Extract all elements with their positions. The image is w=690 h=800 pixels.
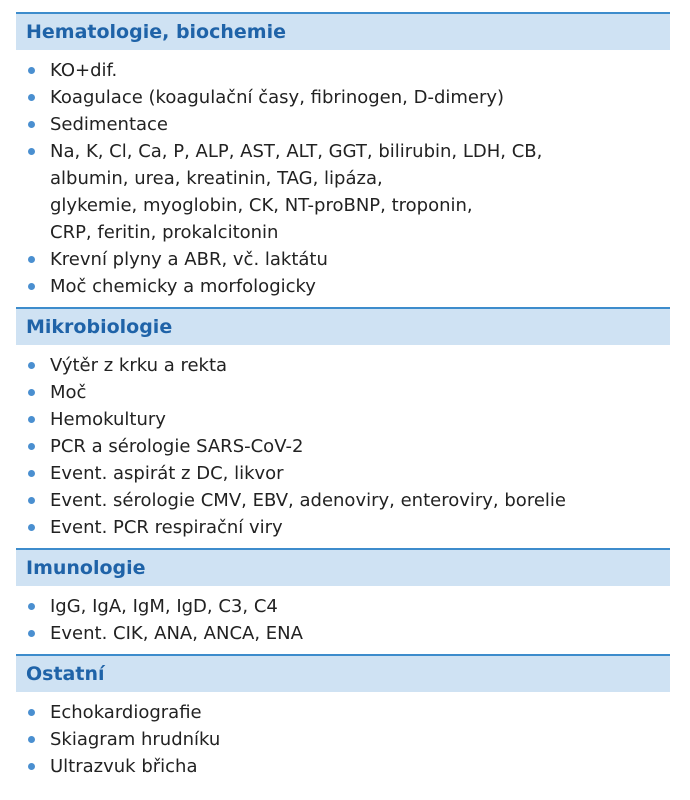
list-item-text: glykemie, myoglobin, CK, NT-proBNP, troponin, <box>50 195 473 216</box>
section-hematology-biochemistry <box>16 12 670 307</box>
list-item <box>16 487 670 514</box>
list-item <box>16 514 670 541</box>
list-item-text: albumin, urea, kreatinin, TAG, lipáza, <box>50 168 383 189</box>
bullet-icon <box>28 148 35 155</box>
bullet-icon <box>28 416 35 423</box>
bullet-icon <box>28 256 35 263</box>
list-item <box>16 352 670 379</box>
list-item-text: Event. CIK, ANA, ANCA, ENA <box>50 623 303 644</box>
list-item-text: Moč chemicky a morfologicky <box>50 276 316 297</box>
investigations-table <box>16 12 670 787</box>
list-item-text: Hemokultury <box>50 409 166 430</box>
list-item-text: Event. PCR respirační viry <box>50 517 283 538</box>
section-list <box>16 586 670 654</box>
list-item-text: PCR a sérologie SARS-CoV-2 <box>50 436 304 457</box>
list-item <box>16 138 670 246</box>
list-item <box>16 726 670 753</box>
list-item-text: KO+dif. <box>50 60 118 81</box>
bullet-icon <box>28 736 35 743</box>
list-item <box>16 620 670 647</box>
list-item-text: Krevní plyny a ABR, vč. laktátu <box>50 249 328 270</box>
bullet-icon <box>28 630 35 637</box>
bullet-icon <box>28 524 35 531</box>
list-item-text: Moč <box>50 382 87 403</box>
section-list <box>16 345 670 548</box>
list-item-text: Na, K, Cl, Ca, P, ALP, AST, ALT, GGT, bilirubin, LDH, CB, <box>50 141 543 162</box>
list-item-text: Skiagram hrudníku <box>50 729 221 750</box>
section-heading: Ostatní <box>16 656 670 692</box>
list-item-text: Ultrazvuk břicha <box>50 756 198 777</box>
list-item-text: CRP, feritin, prokalcitonin <box>50 222 279 243</box>
bullet-icon <box>28 94 35 101</box>
list-item <box>16 273 670 300</box>
list-item <box>16 433 670 460</box>
list-item-text: Event. sérologie CMV, EBV, adenoviry, enteroviry, borelie <box>50 490 566 511</box>
list-item <box>16 379 670 406</box>
bullet-icon <box>28 283 35 290</box>
list-item-text: Event. aspirát z DC, likvor <box>50 463 284 484</box>
bullet-icon <box>28 121 35 128</box>
list-item <box>16 753 670 780</box>
bullet-icon <box>28 67 35 74</box>
bullet-icon <box>28 763 35 770</box>
section-heading: Hematologie, biochemie <box>16 14 670 50</box>
bullet-icon <box>28 709 35 716</box>
section-list <box>16 50 670 307</box>
section-heading: Imunologie <box>16 550 670 586</box>
bullet-icon <box>28 362 35 369</box>
bullet-icon <box>28 497 35 504</box>
list-item <box>16 84 670 111</box>
list-item-text: Výtěr z krku a rekta <box>50 355 228 376</box>
section-immunology <box>16 548 670 654</box>
list-item <box>16 699 670 726</box>
bullet-icon <box>28 603 35 610</box>
list-item <box>16 246 670 273</box>
section-list <box>16 692 670 787</box>
list-item-text: Koagulace (koagulační časy, fibrinogen, D-dimery) <box>50 87 505 108</box>
section-other <box>16 654 670 787</box>
list-item <box>16 111 670 138</box>
bullet-icon <box>28 470 35 477</box>
list-item-text: Sedimentace <box>50 114 169 135</box>
section-microbiology <box>16 307 670 548</box>
list-item <box>16 593 670 620</box>
bullet-icon <box>28 443 35 450</box>
list-item <box>16 57 670 84</box>
section-heading: Mikrobiologie <box>16 309 670 345</box>
list-item <box>16 460 670 487</box>
list-item-text: Echokardiografie <box>50 702 202 723</box>
list-item <box>16 406 670 433</box>
bullet-icon <box>28 389 35 396</box>
list-item-text: IgG, IgA, IgM, IgD, C3, C4 <box>50 596 278 617</box>
